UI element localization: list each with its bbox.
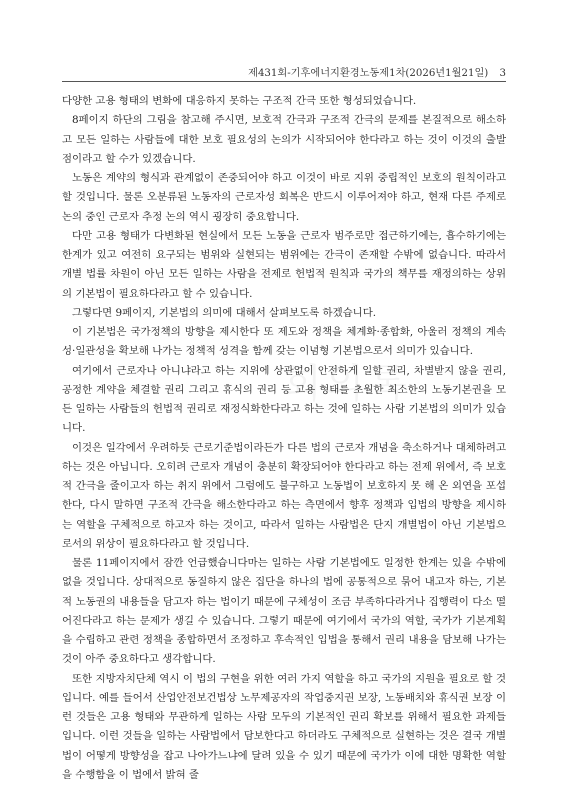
paragraph-2: 8페이지 하단의 그림을 참고해 주시면, 보호적 간극과 구조적 간극의 문제를 본질적으로 해소하고 모든 일하는 사람들에 대한 보호 필요성의 논의가 시작되어야 한다라고 하는 것이 이것의 출발점이라고 할 수가 있겠습니다. [62,114,506,165]
paragraph-5: 그렇다면 9페이지, 기본법의 의미에 대해서 살펴보도록 하겠습니다. [72,306,377,319]
paragraph-3: 노동은 계약의 형식과 관계없이 존중되어야 하고 이것이 바로 지위 중립적인 보호의 원칙이라고 할 것입니다. 물론 오분류된 노동자의 근로자성 회복은 반드시 이루어져야 하고, 현재 다른 주제로 논의 중인 근로자 추정 논의 역시 굉장히 중요합니다. [62,172,506,223]
paragraph-9: 물론 11페이지에서 잠깐 언급했습니다마는 일하는 사람 기본법에도 일정한 한계는 있을 수밖에 없을 것입니다. 상대적으로 동질하지 않은 집단을 하나의 법에 공통적으로 묶어 내고자 하는, 기본적 노동권의 내용들을 담고자 하는 법이기 때문에 구체성이 조금 부족하다라거나 집행력이 다소 떨어진다라고 하는 문제가 생길 수 있습니다. 그렇기 때문에 여기에서 국가의 역할, 국가가 기본계획을 수립하고 관련 정책을 종합하면서 조정하고 후속적인 입법을 통해서 권리 내용을 담보해 나가는 것이 아주 중요하다고 생각합니다. [62,557,506,666]
transcript-body [62,92,506,785]
page-header [62,64,506,79]
paragraph-7: 여기에서 근로자나 아니냐라고 하는 지위에 상관없이 안전하게 일할 권리, 차별받지 않을 권리, 공정한 계약을 체결할 권리 그리고 휴식의 권리 등 고용 형태를 초월한 최소한의 노동기본권을 모든 일하는 사람들의 헌법적 권리로 재정식화한다라고 하는 것에 일하는 사람 기본법의 의미가 있습니다. [62,364,506,435]
session-info: 제431회-기후에너지환경노동제1차(2026년1월21일) [248,68,489,79]
paragraph-8: 이것은 일각에서 우려하듯 근로기준법이라든가 다른 법의 근로자 개념을 축소하거나 대체하려고 하는 것은 아닙니다. 오히려 근로자 개념이 충분히 확장되어야 한다라고 하는 전제 위에서, 즉 보호적 간극을 줄이고자 하는 취지 위에서 그럼에도 불구하고 노동법이 보호하지 못 해 온 외연을 포섭한다, 다시 말하면 구조적 간극을 해소한다라고 하는 측면에서 향후 정책과 입법의 방향을 제시하는 역할을 구체적으로 하고자 하는 것이고, 따라서 일하는 사람법은 단지 개별법이 아닌 기본법으로서의 위상이 필요하다라고 할 것입니다. [62,441,506,550]
page-number: 3 [499,68,506,79]
header-divider [62,81,506,82]
paragraph-1: 다양한 고용 형태의 변화에 대응하지 못하는 구조적 간극 또한 형성되었습니다. [62,95,417,107]
paragraph-10: 또한 지방자치단체 역시 이 법의 구현을 위한 여러 가지 역할을 하고 국가의 지원을 필요로 할 것입니다. 예를 들어서 산업안전보건법상 노무제공자의 작업중지권 보장, 노동배치와 휴식권 보장 이런 것들은 고용 형태와 무관하게 일하는 사람 모두의 기본적인 권리 확보를 위해서 필요한 과제들입니다. 이런 것들을 일하는 사람법에서 담보한다고 하더라도 구체적으로 실현하는 것은 결국 개별법이 어떻게 방향성을 잡고 나아가느냐에 달려 있을 수 있기 때문에 국가가 이에 대한 명확한 역할을 수행함을 이 법에서 밝혀 줄 [62,672,506,781]
paragraph-4: 다만 고용 형태가 다변화된 현실에서 모든 노동을 근로자 범주로만 접근하기에는, 흡수하기에는 한계가 있고 여전히 요구되는 범위와 실현되는 범위에는 간극이 존재할 수밖에 없습니다. 따라서 개별 법률 차원이 아닌 모든 일하는 사람을 전제로 헌법적 원칙과 국가의 책무를 재정의하는 상위의 기본법이 필요하다라고 할 수 있습니다. [62,229,506,300]
paragraph-6: 이 기본법은 국가정책의 방향을 제시한다 또 제도와 정책을 체계화·종합화, 아울러 정책의 계속성·일관성을 확보해 나가는 정책적 성격을 함께 갖는 이념형 기본법으로서 의미가 있습니다. [62,326,506,358]
